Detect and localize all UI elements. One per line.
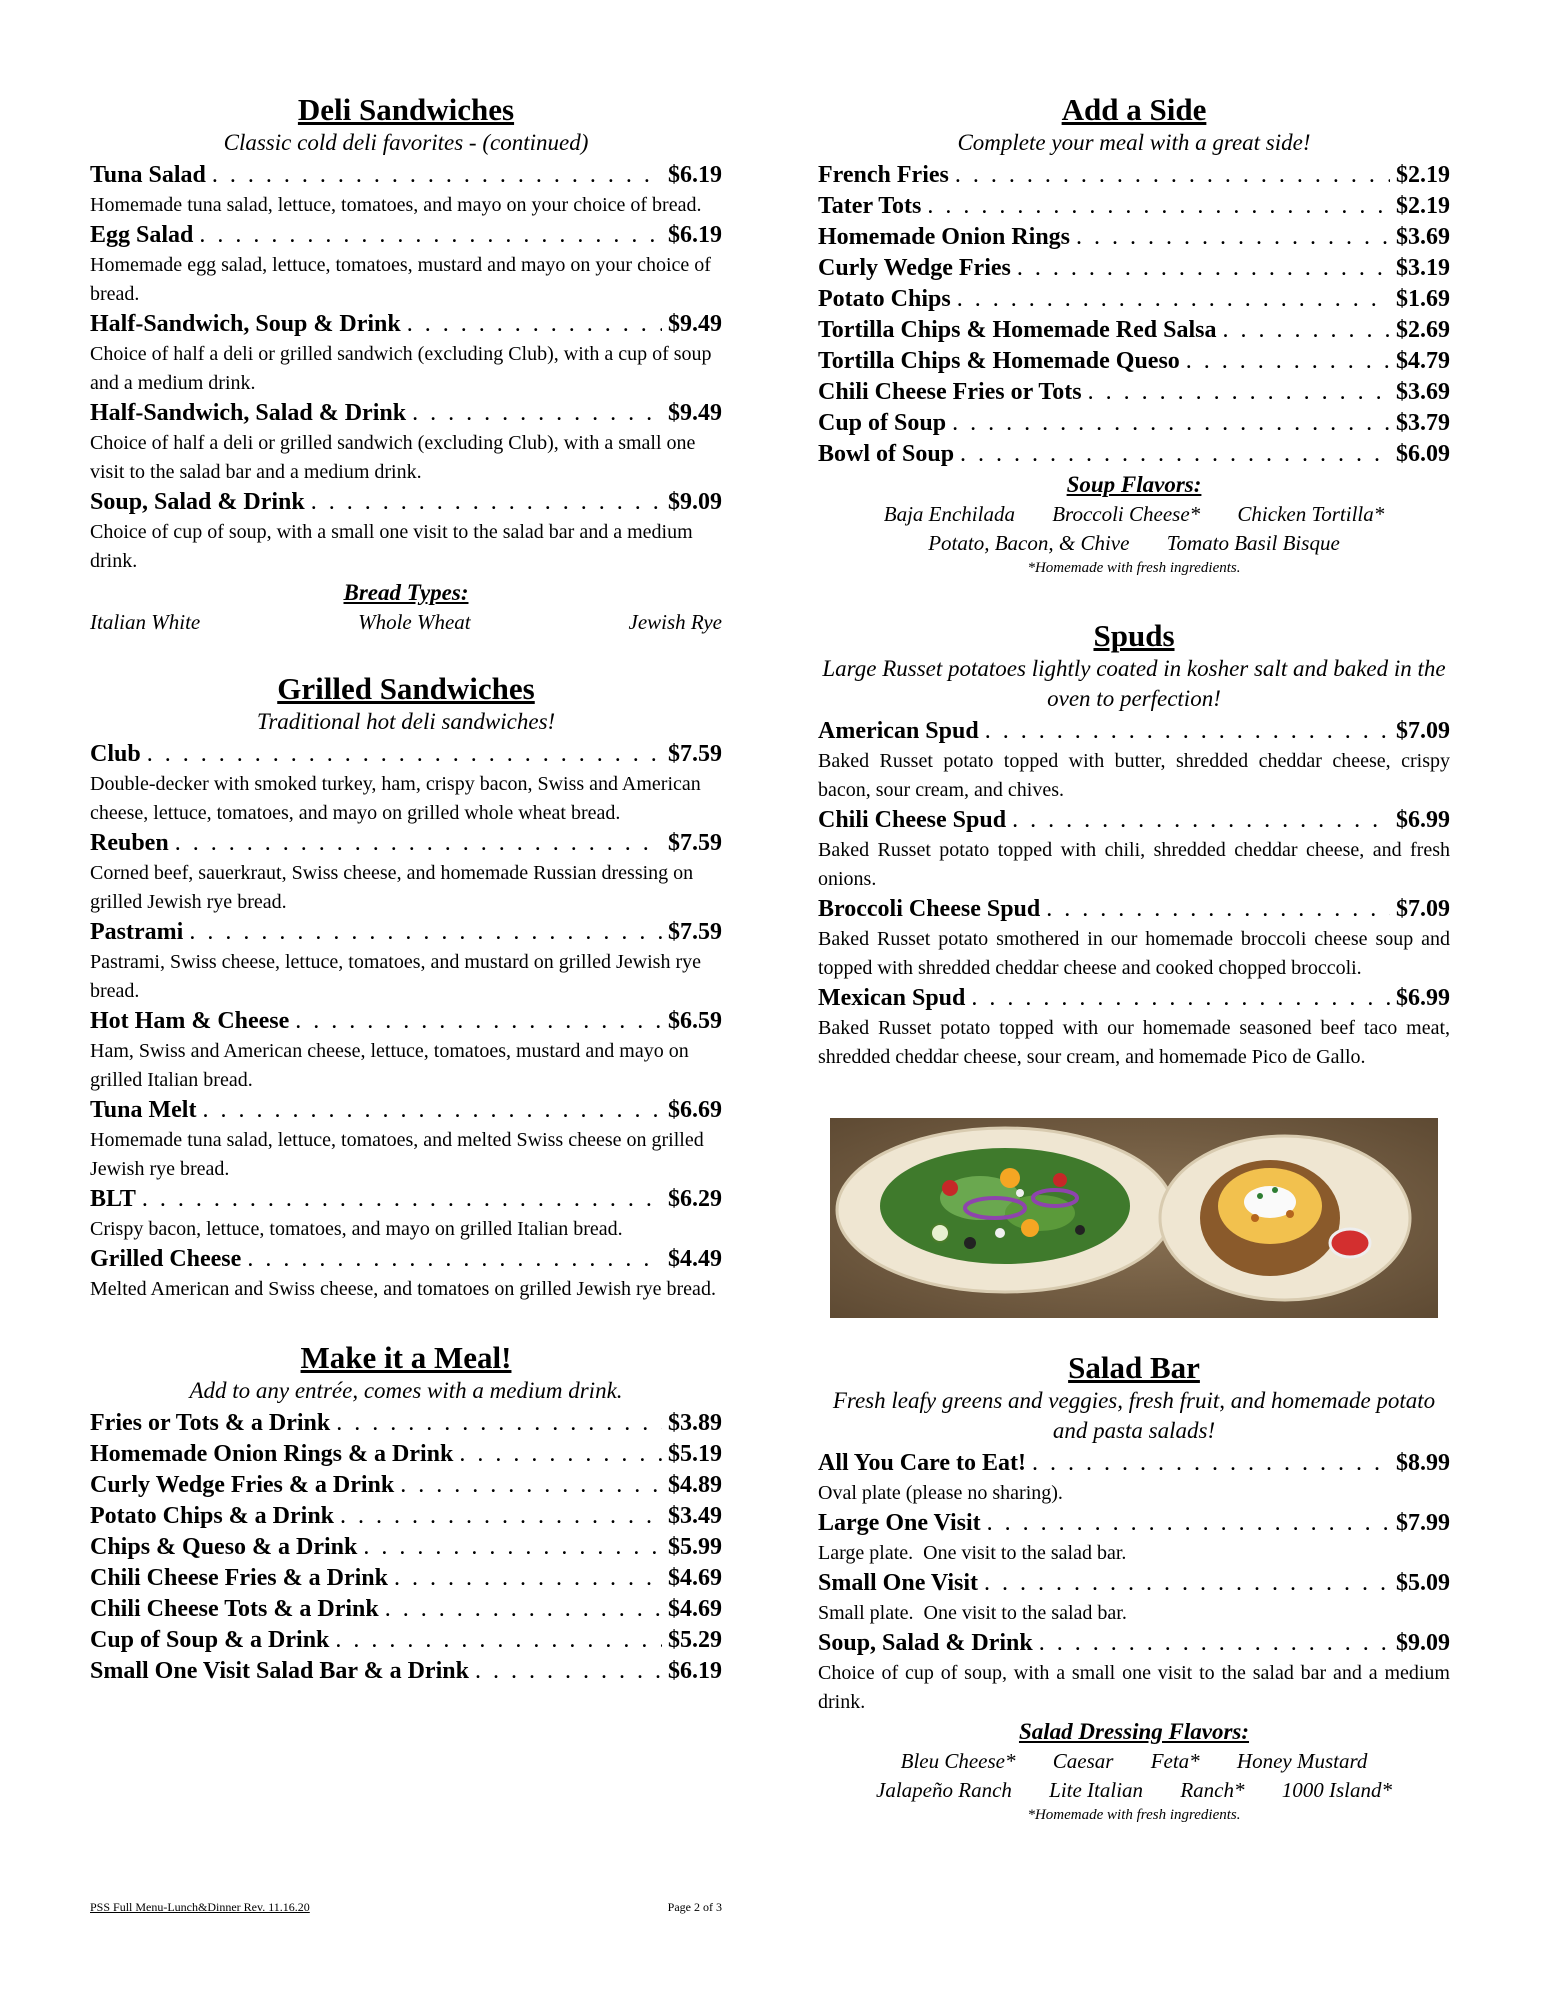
grilled-section — [90, 671, 722, 1304]
section-subtitle: Large Russet potatoes lightly coated in kosher salt and baked in the oven to perfection! — [822, 656, 1446, 711]
item-name: Chili Cheese Fries & a Drink — [90, 1565, 388, 1591]
item-name: Bowl of Soup — [818, 441, 955, 467]
item-price: $3.69 — [1396, 224, 1450, 250]
item-name: Reuben — [90, 830, 169, 856]
item-price: $7.59 — [668, 919, 722, 945]
side-item — [818, 222, 1450, 253]
bread-types-row — [90, 608, 722, 637]
item-price: $2.19 — [1396, 193, 1450, 219]
footer-page-number: Page 2 of 3 — [667, 1900, 722, 1914]
leader-dots — [1222, 315, 1390, 346]
menu-item — [90, 828, 722, 917]
leader-dots — [340, 1501, 662, 1532]
item-name: Mexican Spud — [818, 985, 966, 1011]
item-description: Pastrami, Swiss cheese, lettuce, tomatoes, and mustard on grilled Jewish rye bread. — [90, 951, 701, 1002]
item-price: $7.09 — [1396, 896, 1450, 922]
item-name: Broccoli Cheese Spud — [818, 896, 1041, 922]
side-item — [818, 377, 1450, 408]
item-name: Small One Visit Salad Bar & a Drink — [90, 1658, 469, 1684]
item-name: Large One Visit — [818, 1510, 981, 1536]
item-name: Chips & Queso & a Drink — [90, 1534, 358, 1560]
item-description: Baked Russet potato smothered in our homemade broccoli cheese soup and topped with shredded cheddar cheese and cooked chopped broccoli. — [818, 928, 1450, 979]
leader-dots — [394, 1563, 662, 1594]
footer-revision: PSS Full Menu-Lunch&Dinner Rev. 11.16.20 — [90, 1900, 310, 1914]
item-name: Half-Sandwich, Salad & Drink — [90, 400, 407, 426]
meal-item — [90, 1408, 722, 1439]
item-price: $4.89 — [668, 1472, 722, 1498]
section-title: Grilled Sandwiches — [277, 671, 535, 706]
leader-dots — [1039, 1628, 1390, 1659]
leader-dots — [987, 1508, 1390, 1539]
leader-dots — [247, 1244, 662, 1275]
item-description: Corned beef, sauerkraut, Swiss cheese, and homemade Russian dressing on grilled Jewish rye bread. — [90, 862, 694, 913]
item-price: $4.69 — [668, 1596, 722, 1622]
dressing-flavor: Ranch* — [1180, 1778, 1245, 1802]
item-name: Homemade Onion Rings & a Drink — [90, 1441, 454, 1467]
side-item — [818, 346, 1450, 377]
item-description: Crispy bacon, lettuce, tomatoes, and mayo on grilled Italian bread. — [90, 1218, 623, 1240]
soup-flavors-row — [818, 529, 1450, 558]
spuds-section — [818, 618, 1450, 1072]
item-description: Choice of half a deli or grilled sandwich (excluding Club), with a cup of soup and a medium drink. — [90, 343, 712, 394]
section-subtitle: Fresh leafy greens and veggies, fresh fruit, and homemade potato and pasta salads! — [832, 1388, 1436, 1443]
menu-item — [90, 398, 722, 487]
item-name: Potato Chips — [818, 286, 951, 312]
item-price: $4.49 — [668, 1246, 722, 1272]
item-price: $6.19 — [668, 222, 722, 248]
section-subtitle: Add to any entrée, comes with a medium drink. — [189, 1378, 623, 1403]
homemade-note: *Homemade with fresh ingredients. — [1027, 560, 1241, 576]
item-name: Tuna Melt — [90, 1097, 197, 1123]
menu-item — [90, 487, 722, 576]
item-name: Tortilla Chips & Homemade Red Salsa — [818, 317, 1217, 343]
leader-dots — [336, 1408, 662, 1439]
leader-dots — [412, 398, 662, 429]
item-description: Choice of half a deli or grilled sandwich (excluding Club), with a small one visit to the salad bar and a medium drink. — [90, 432, 696, 483]
menu-item — [818, 805, 1450, 894]
leader-dots — [311, 487, 662, 518]
leader-dots — [475, 1656, 662, 1687]
section-subtitle: Traditional hot deli sandwiches! — [256, 709, 556, 734]
item-price: $6.99 — [1396, 985, 1450, 1011]
leader-dots — [142, 1184, 662, 1215]
item-name: Fries or Tots & a Drink — [90, 1410, 331, 1436]
leader-dots — [295, 1006, 662, 1037]
item-price: $3.49 — [668, 1503, 722, 1529]
menu-item — [90, 160, 722, 220]
item-price: $6.99 — [1396, 807, 1450, 833]
leader-dots — [175, 828, 662, 859]
deli-items — [90, 160, 722, 576]
meal-item — [90, 1470, 722, 1501]
item-price: $6.19 — [668, 162, 722, 188]
item-price: $7.09 — [1396, 718, 1450, 744]
salad-section — [818, 1350, 1450, 1825]
leader-dots — [984, 1568, 1390, 1599]
item-name: Chili Cheese Tots & a Drink — [90, 1596, 379, 1622]
item-description: Choice of cup of soup, with a small one visit to the salad bar and a medium drink. — [90, 521, 693, 572]
item-price: $9.09 — [668, 489, 722, 515]
item-price: $5.19 — [668, 1441, 722, 1467]
leader-dots — [147, 739, 662, 770]
side-item — [818, 284, 1450, 315]
item-price: $9.49 — [668, 311, 722, 337]
leader-dots — [927, 191, 1390, 222]
item-name: Egg Salad — [90, 222, 194, 248]
dressing-flavors-heading: Salad Dressing Flavors: — [1018, 1719, 1250, 1744]
item-price: $2.19 — [1396, 162, 1450, 188]
meal-item — [90, 1439, 722, 1470]
menu-item — [90, 1006, 722, 1095]
item-price: $3.89 — [668, 1410, 722, 1436]
leader-dots — [1088, 377, 1390, 408]
menu-item — [90, 309, 722, 398]
leader-dots — [459, 1439, 662, 1470]
page-footer — [90, 1900, 722, 1915]
salsa-cup — [1330, 1229, 1370, 1257]
item-price: $6.19 — [668, 1658, 722, 1684]
right-column — [818, 92, 1450, 1825]
homemade-note: *Homemade with fresh ingredients. — [1027, 1807, 1241, 1823]
bread-type: Whole Wheat — [358, 610, 471, 634]
menu-item — [90, 1244, 722, 1304]
item-name: Cup of Soup & a Drink — [90, 1627, 330, 1653]
leader-dots — [212, 160, 662, 191]
item-name: Cup of Soup — [818, 410, 947, 436]
meal-item — [90, 1501, 722, 1532]
item-price: $9.09 — [1396, 1630, 1450, 1656]
side-item — [818, 253, 1450, 284]
leader-dots — [1032, 1448, 1390, 1479]
leader-dots — [971, 983, 1390, 1014]
leader-dots — [385, 1594, 662, 1625]
meal-item — [90, 1532, 722, 1563]
section-title: Salad Bar — [1068, 1350, 1200, 1385]
section-title: Add a Side — [1061, 92, 1207, 127]
side-item — [818, 439, 1450, 470]
section-title: Deli Sandwiches — [297, 92, 515, 127]
item-price: $7.59 — [668, 741, 722, 767]
meal-item — [90, 1594, 722, 1625]
leader-dots — [400, 1470, 662, 1501]
item-name: Club — [90, 741, 141, 767]
item-name: Small One Visit — [818, 1570, 979, 1596]
item-name: Hot Ham & Cheese — [90, 1008, 290, 1034]
leader-dots — [985, 716, 1390, 747]
soup-flavor: Baja Enchilada — [883, 502, 1015, 526]
item-name: Curly Wedge Fries — [818, 255, 1011, 281]
side-item — [818, 191, 1450, 222]
menu-item — [90, 1184, 722, 1244]
menu-item — [818, 1568, 1450, 1628]
bread-type: Italian White — [90, 610, 201, 634]
item-price: $6.59 — [668, 1008, 722, 1034]
leader-dots — [1186, 346, 1390, 377]
section-subtitle: Classic cold deli favorites - (continued) — [223, 130, 589, 155]
item-name: Tater Tots — [818, 193, 922, 219]
deli-section — [90, 92, 722, 637]
food-photo — [830, 1118, 1438, 1318]
soup-flavor: Tomato Basil Bisque — [1166, 531, 1340, 555]
leader-dots — [189, 917, 662, 948]
leader-dots — [335, 1625, 662, 1656]
item-name: Curly Wedge Fries & a Drink — [90, 1472, 395, 1498]
item-price: $1.69 — [1396, 286, 1450, 312]
menu-item — [90, 917, 722, 1006]
section-title: Spuds — [1093, 618, 1175, 653]
section-subtitle: Complete your meal with a great side! — [957, 130, 1311, 155]
soup-flavors-row — [818, 500, 1450, 529]
item-name: Pastrami — [90, 919, 184, 945]
menu-item — [818, 1628, 1450, 1717]
item-name: Half-Sandwich, Soup & Drink — [90, 311, 401, 337]
item-name: Tortilla Chips & Homemade Queso — [818, 348, 1180, 374]
item-description: Double-decker with smoked turkey, ham, crispy bacon, Swiss and American cheese, lettuce, tomatoes, and mayo on grilled whole wheat bread. — [90, 773, 701, 824]
item-description: Homemade egg salad, lettuce, tomatoes, mustard and mayo on your choice of bread. — [90, 254, 711, 305]
item-name: Chili Cheese Fries or Tots — [818, 379, 1082, 405]
leader-dots — [955, 160, 1390, 191]
item-price: $8.99 — [1396, 1450, 1450, 1476]
item-price: $3.79 — [1396, 410, 1450, 436]
leader-dots — [407, 309, 662, 340]
item-price: $2.69 — [1396, 317, 1450, 343]
soup-flavor: Chicken Tortilla* — [1237, 502, 1385, 526]
leader-dots — [960, 439, 1390, 470]
leader-dots — [1012, 805, 1390, 836]
item-name: French Fries — [818, 162, 949, 188]
item-name: BLT — [90, 1186, 136, 1212]
dressing-flavor: Bleu Cheese* — [900, 1749, 1016, 1773]
dressing-flavor: Caesar — [1052, 1749, 1114, 1773]
item-description: Baked Russet potato topped with our homemade seasoned beef taco meat, shredded cheddar cheese, sour cream, and homemade Pico de Gallo. — [818, 1017, 1450, 1068]
item-name: Potato Chips & a Drink — [90, 1503, 335, 1529]
item-description: Baked Russet potato topped with butter, shredded cheddar cheese, crispy bacon, sour cream, and chives. — [818, 750, 1450, 801]
meal-section — [90, 1340, 722, 1687]
leader-dots — [952, 408, 1390, 439]
item-name: All You Care to Eat! — [818, 1450, 1026, 1476]
side-item — [818, 408, 1450, 439]
side-section — [818, 92, 1450, 578]
section-title: Make it a Meal! — [300, 1340, 512, 1375]
item-name: Soup, Salad & Drink — [90, 489, 305, 515]
soup-flavor: Broccoli Cheese* — [1052, 502, 1201, 526]
bread-type: Jewish Rye — [628, 610, 722, 634]
item-price: $9.49 — [668, 400, 722, 426]
item-description: Oval plate (please no sharing). — [818, 1482, 1063, 1504]
menu-item — [818, 894, 1450, 983]
leader-dots — [363, 1532, 662, 1563]
meal-item — [90, 1625, 722, 1656]
leader-dots — [199, 220, 662, 251]
item-name: Soup, Salad & Drink — [818, 1630, 1033, 1656]
dressing-flavor: 1000 Island* — [1281, 1778, 1392, 1802]
item-name: American Spud — [818, 718, 979, 744]
item-description: Homemade tuna salad, lettuce, tomatoes, and mayo on your choice of bread. — [90, 194, 702, 216]
item-name: Homemade Onion Rings — [818, 224, 1071, 250]
item-price: $6.09 — [1396, 441, 1450, 467]
menu-item — [90, 739, 722, 828]
item-description: Baked Russet potato topped with chili, shredded cheddar cheese, and fresh onions. — [818, 839, 1450, 890]
side-item — [818, 160, 1450, 191]
item-description: Ham, Swiss and American cheese, lettuce, tomatoes, mustard and mayo on grilled Italian bread. — [90, 1040, 689, 1091]
leader-dots — [1017, 253, 1390, 284]
leader-dots — [202, 1095, 662, 1126]
menu-item — [818, 983, 1450, 1072]
item-price: $6.29 — [668, 1186, 722, 1212]
leader-dots — [957, 284, 1390, 315]
dressing-flavors-row — [818, 1747, 1450, 1776]
item-description: Homemade tuna salad, lettuce, tomatoes, and melted Swiss cheese on grilled Jewish rye bread. — [90, 1129, 704, 1180]
item-price: $7.59 — [668, 830, 722, 856]
item-description: Large plate. One visit to the salad bar. — [818, 1542, 1127, 1564]
side-item — [818, 315, 1450, 346]
menu-item — [818, 716, 1450, 805]
item-description: Choice of cup of soup, with a small one visit to the salad bar and a medium drink. — [818, 1662, 1450, 1713]
dressing-flavor: Honey Mustard — [1236, 1749, 1368, 1773]
dressing-flavor: Lite Italian — [1049, 1778, 1144, 1802]
meal-item — [90, 1656, 722, 1687]
item-price: $5.99 — [668, 1534, 722, 1560]
left-column — [90, 92, 722, 1687]
menu-item — [818, 1448, 1450, 1508]
menu-item — [90, 220, 722, 309]
leader-dots — [1076, 222, 1390, 253]
leader-dots — [1046, 894, 1390, 925]
item-price: $5.09 — [1396, 1570, 1450, 1596]
item-description: Melted American and Swiss cheese, and tomatoes on grilled Jewish rye bread. — [90, 1278, 716, 1300]
dressing-flavor: Feta* — [1150, 1749, 1200, 1773]
menu-item — [818, 1508, 1450, 1568]
item-description: Small plate. One visit to the salad bar. — [818, 1602, 1127, 1624]
item-price: $6.69 — [668, 1097, 722, 1123]
item-name: Tuna Salad — [90, 162, 206, 188]
meal-item — [90, 1563, 722, 1594]
item-name: Grilled Cheese — [90, 1246, 242, 1272]
bread-types-heading: Bread Types: — [343, 580, 469, 605]
item-name: Chili Cheese Spud — [818, 807, 1007, 833]
item-price: $7.99 — [1396, 1510, 1450, 1536]
dressing-flavors-row — [818, 1776, 1450, 1805]
dressing-flavor: Jalapeño Ranch — [876, 1778, 1012, 1802]
menu-item — [90, 1095, 722, 1184]
soup-flavor: Potato, Bacon, & Chive — [928, 531, 1130, 555]
soup-flavors-heading: Soup Flavors: — [1066, 472, 1202, 497]
item-price: $5.29 — [668, 1627, 722, 1653]
item-price: $4.79 — [1396, 348, 1450, 374]
food-photo-illustration — [830, 1118, 1438, 1318]
item-price: $3.19 — [1396, 255, 1450, 281]
item-price: $4.69 — [668, 1565, 722, 1591]
item-price: $3.69 — [1396, 379, 1450, 405]
